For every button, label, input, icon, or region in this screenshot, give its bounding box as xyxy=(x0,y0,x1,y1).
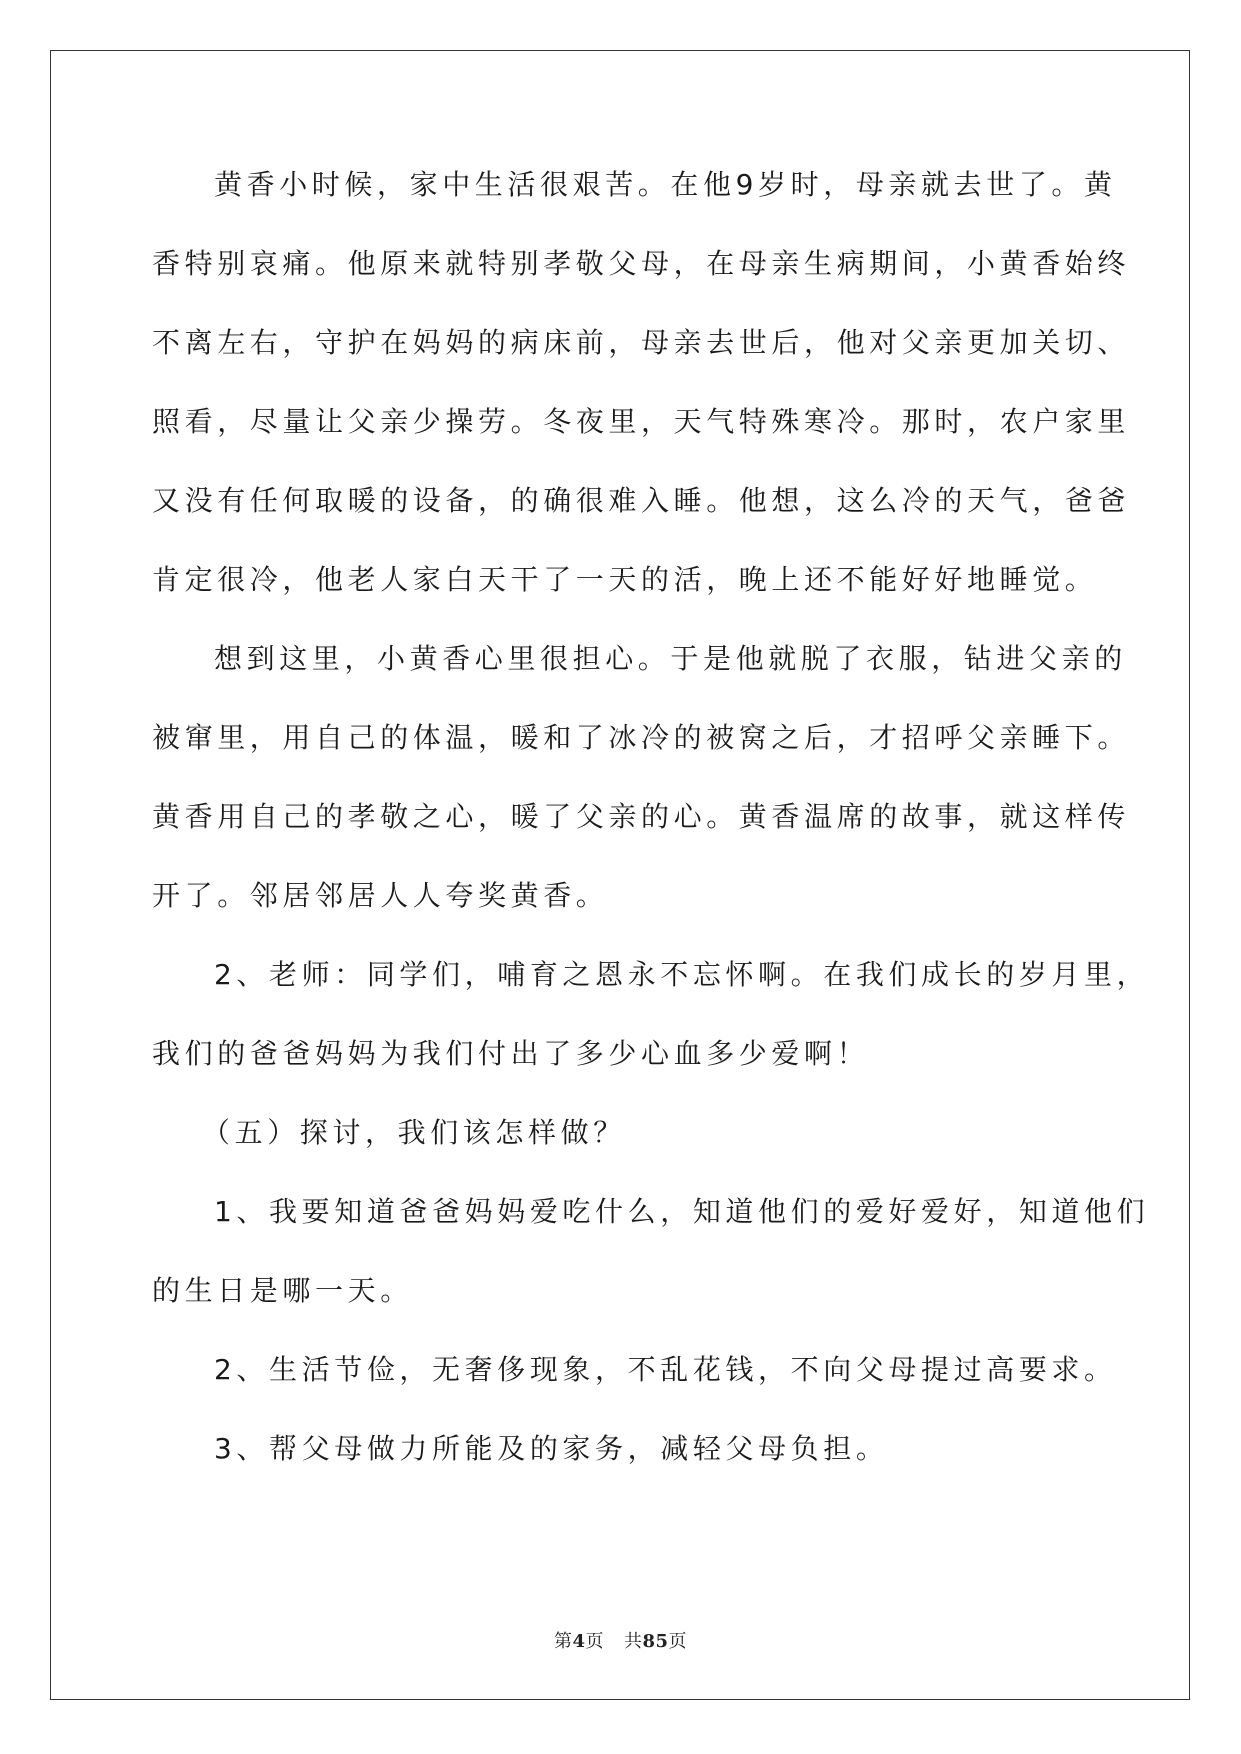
text-line: 香特别哀痛。他原来就特别孝敬父母，在母亲生病期间，小黄香始终 xyxy=(152,247,1131,280)
text-line: 的生日是哪一天。 xyxy=(152,1274,413,1307)
total-prefix: 共 xyxy=(623,1631,643,1652)
page-number: 4 xyxy=(572,1631,586,1652)
list-item: 3、帮父母做力所能及的家务，减轻父母负担。 xyxy=(214,1432,889,1465)
text-line: 2、老师：同学们，哺育之恩永不忘怀啊。在我们成长的岁月里， xyxy=(214,958,1150,991)
text-line: 想到这里，小黄香心里很担心。于是他就脱了衣服，钻进父亲的 xyxy=(214,642,1127,675)
text-line: 黄香小时候，家中生活很艰苦。在他9岁时，母亲就去世了。黄 xyxy=(214,168,1117,201)
text-line: 我们的爸爸妈妈为我们付出了多少心血多少爱啊！ xyxy=(152,1037,870,1070)
total-suffix: 页 xyxy=(668,1631,688,1652)
text-line: 肯定很冷，他老人家白天干了一天的活，晚上还不能好好地睡觉。 xyxy=(152,563,1098,596)
section-heading: （五）探讨，我们该怎样做？ xyxy=(202,1116,626,1149)
text-line: 被窜里，用自己的体温，暖和了冰冷的被窝之后，才招呼父亲睡下。 xyxy=(152,721,1131,754)
page-prefix: 第 xyxy=(553,1631,573,1652)
text-line: 黄香用自己的孝敬之心，暖了父亲的心。黄香温席的故事，就这样传 xyxy=(152,800,1131,833)
text-line: 不离左右，守护在妈妈的病床前，母亲去世后，他对父亲更加关切、 xyxy=(152,326,1131,359)
total-pages: 85 xyxy=(642,1631,669,1652)
list-item: 2、生活节俭，无奢侈现象，不乱花钱，不向父母提过高要求。 xyxy=(214,1353,1117,1386)
page-footer xyxy=(0,1627,1241,1653)
document-body xyxy=(152,157,1150,1500)
text-line: 开了。邻居邻居人人夸奖黄香。 xyxy=(152,879,609,912)
page-suffix: 页 xyxy=(585,1631,604,1652)
text-line: 又没有任何取暖的设备，的确很难入睡。他想，这么冷的天气，爸爸 xyxy=(152,484,1131,517)
text-line: 照看，尽量让父亲少操劳。冬夜里，天气特殊寒冷。那时，农户家里 xyxy=(152,405,1131,438)
list-item: 1、我要知道爸爸妈妈爱吃什么，知道他们的爱好爱好，知道他们 xyxy=(214,1195,1150,1228)
